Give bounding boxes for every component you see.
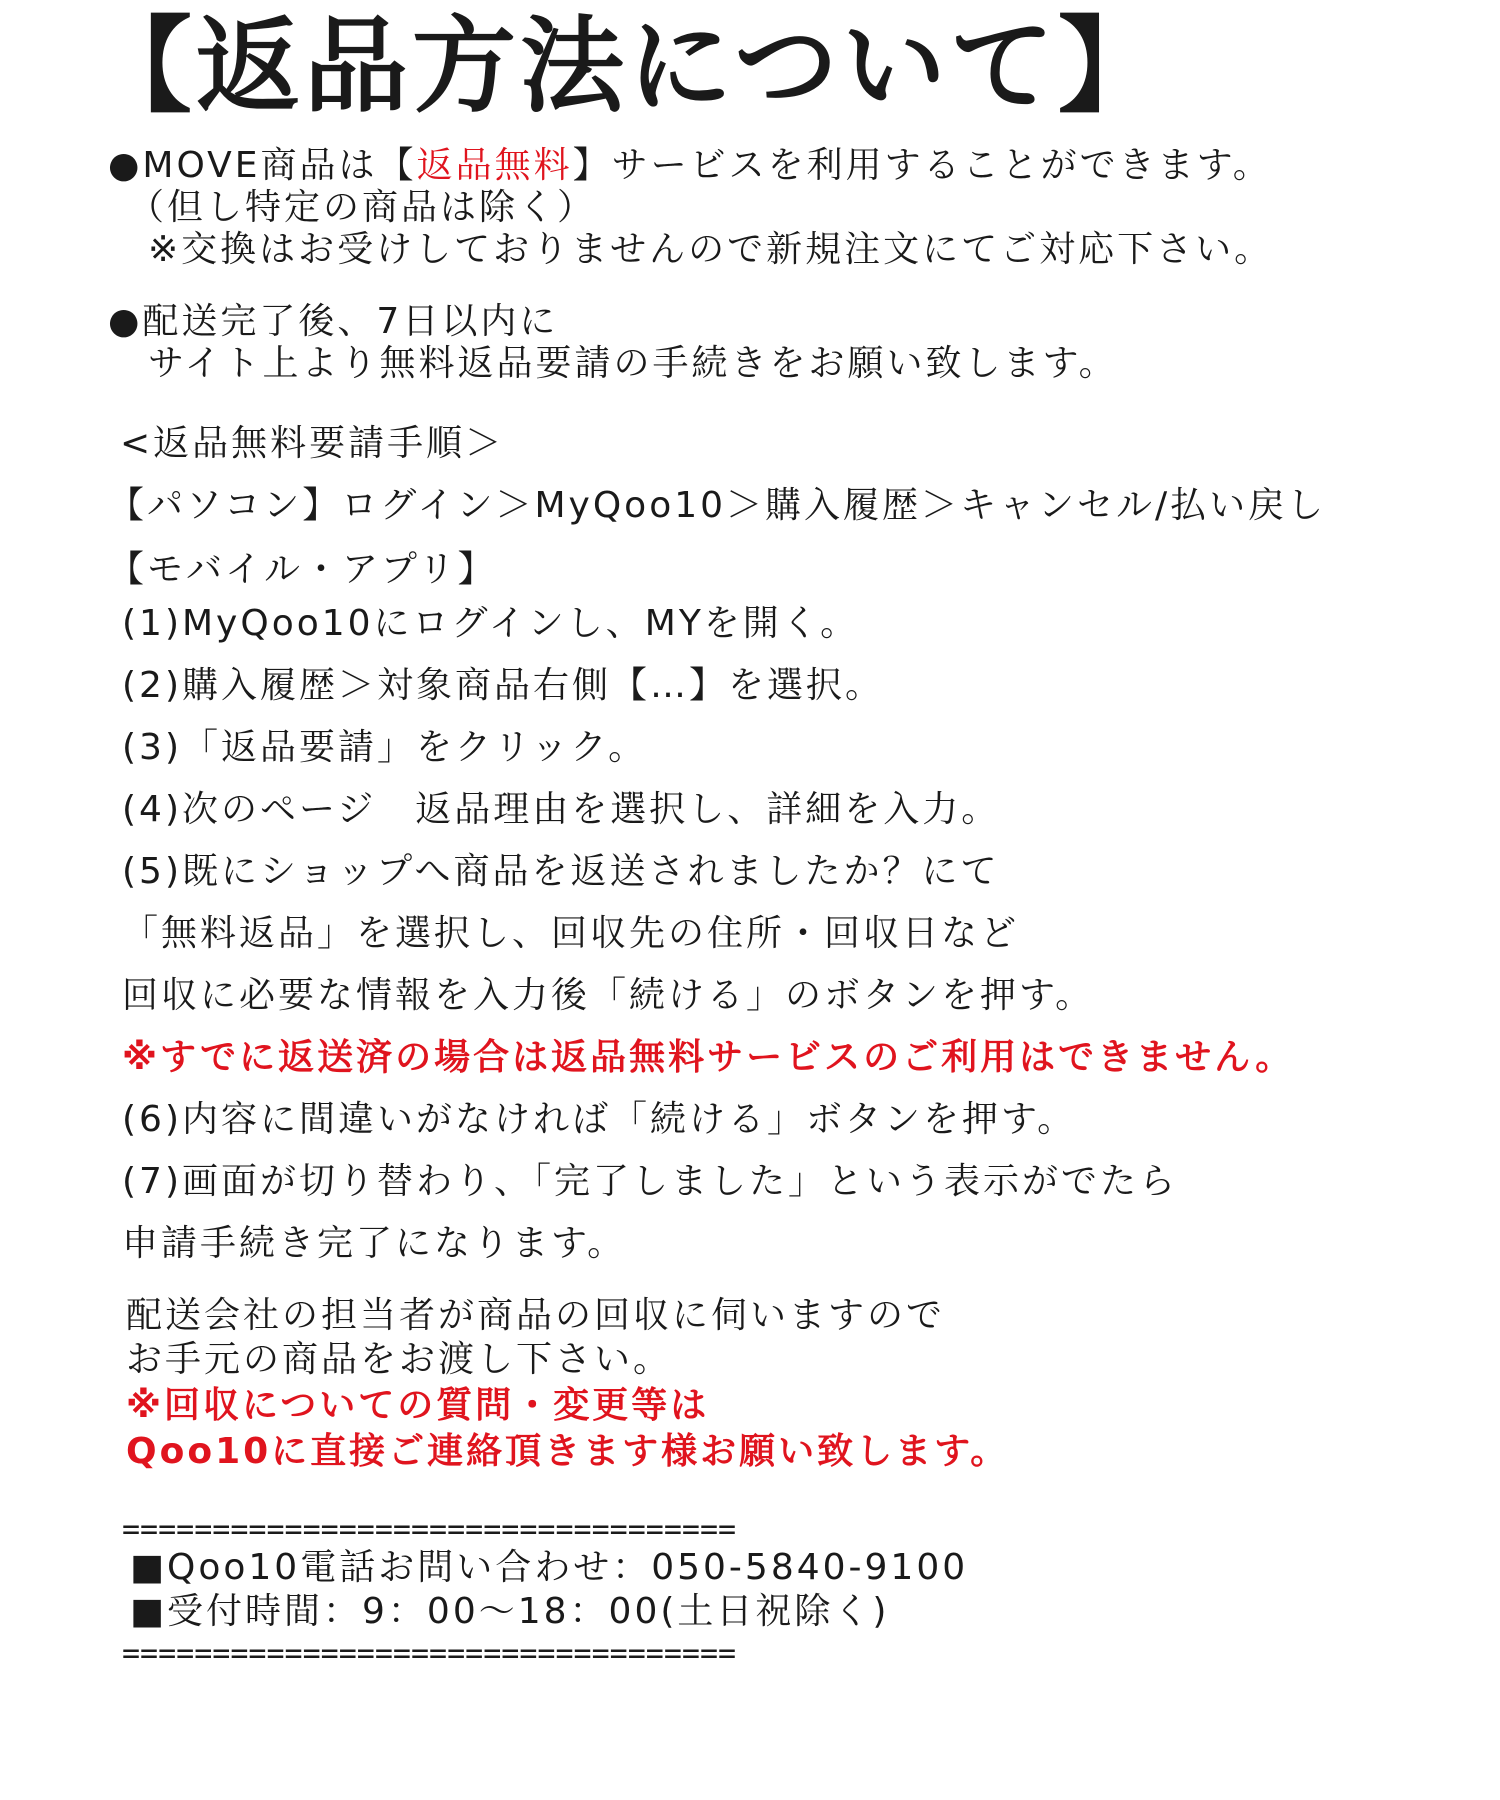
free-return-bracket-close: 】 <box>572 145 612 186</box>
step-7-cont: 申請手続き完了になります。 <box>122 1223 627 1264</box>
separator-bottom: ================================== <box>122 1636 737 1671</box>
contact-phone: ■Qoo10電話お問い合わせ：050-5840-9100 <box>130 1547 969 1588</box>
pickup-warning-2: Qoo10に直接ご連絡頂きます様お願い致します。 <box>126 1431 1010 1472</box>
step-1: (1)MyQoo10にログインし、MYを開く。 <box>122 603 860 644</box>
pickup-line-1: 配送会社の担当者が商品の回収に伺いますので <box>126 1295 946 1336</box>
free-return-rest: サービスを利用することができます。 <box>611 145 1272 186</box>
step-4: (4)次のページ 返品理由を選択し、詳細を入力。 <box>122 789 1001 830</box>
step-3: (3)「返品要請」をクリック。 <box>122 727 648 768</box>
pickup-warning-1: ※回収についての質問・変更等は <box>126 1385 710 1426</box>
page-title: 【返品方法について】 <box>88 5 1166 127</box>
deadline-line-1: ●配送完了後、7日以内に <box>108 301 559 342</box>
step-2: (2)購入履歴＞対象商品右側【…】を選択。 <box>122 665 884 706</box>
free-return-bracket-open: 【 <box>377 145 417 186</box>
deadline-line-2: サイト上より無料返品要請の手続きをお願い致します。 <box>148 343 1118 384</box>
step-5: (5)既にショップへ商品を返送されましたか？にて <box>122 851 1000 892</box>
step-5-cont-1: 「無料返品」を選択し、回収先の住所・回収日など <box>122 913 1020 954</box>
free-return-exception-note: （但し特定の商品は除く） <box>128 187 597 228</box>
procedure-heading: <返品無料要請手順＞ <box>120 423 505 464</box>
free-return-bullet: ●MOVE商品は <box>108 145 378 186</box>
separator-top: ================================== <box>122 1512 737 1547</box>
already-sent-warning: ※すでに返送済の場合は返品無料サービスのご利用はできません。 <box>122 1037 1295 1078</box>
no-exchange-note: ※交換はお受けしておりませんので新規注文にてご対応下さい。 <box>148 229 1274 270</box>
mobile-heading: 【モバイル・アプリ】 <box>108 549 497 590</box>
free-return-line <box>108 144 1272 188</box>
step-5-cont-2: 回収に必要な情報を入力後「続ける」のボタンを押す。 <box>122 975 1095 1016</box>
contact-hours: ■受付時間：9：00〜18：00(土日祝除く) <box>130 1591 890 1632</box>
step-6: (6)内容に間違いがなければ「続ける」ボタンを押す。 <box>122 1099 1077 1140</box>
free-return-highlight: 返品無料 <box>416 145 573 186</box>
pickup-line-2: お手元の商品をお渡し下さい。 <box>126 1339 673 1380</box>
pc-procedure: 【パソコン】ログイン＞MyQoo10＞購入履歴＞キャンセル/払い戻し <box>108 485 1327 526</box>
step-7: (7)画面が切り替わり、「完了しました」という表示がでたら <box>122 1161 1178 1202</box>
